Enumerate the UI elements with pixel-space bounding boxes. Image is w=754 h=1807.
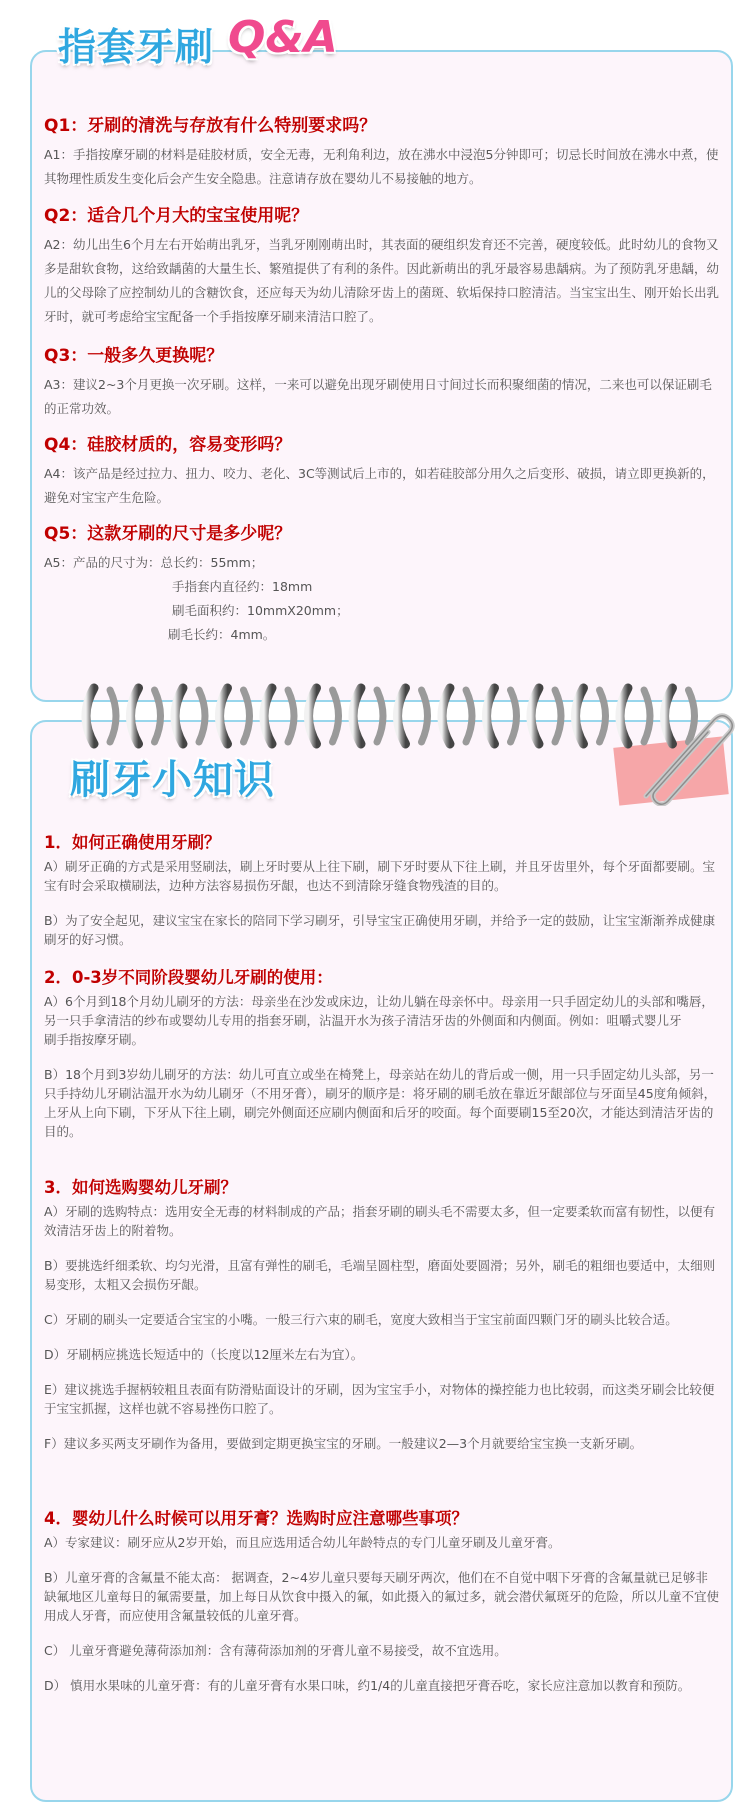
binder-rings (80, 680, 700, 752)
knowledge-para: E）建议挑选手握柄较粗且表面有防滑贴面设计的牙刷，因为宝宝手小，对物体的操控能力也比较弱，而这类牙刷会比较便于宝宝抓握，这样也就不容易挫伤口腔了。 (44, 1382, 715, 1416)
binder-ring-back (377, 690, 383, 742)
knowledge-para: D）牙刷柄应挑选长短适中的（长度以12厘米左右为宜）。 (44, 1347, 364, 1362)
question: Q3：一般多久更换呢？ (44, 346, 224, 366)
qa-item-5 (44, 523, 720, 647)
knowledge-item-1 (44, 832, 720, 949)
question: Q2：适合几个月大的宝宝使用呢？ (44, 206, 309, 226)
question: Q4：硅胶材质的，容易变形吗？ (44, 435, 292, 455)
binder-ring (309, 688, 317, 744)
knowledge-heading: 3．如何选购婴幼儿牙刷？ (44, 1178, 237, 1197)
knowledge-para: A）6个月到18个月幼儿刷牙的方法：母亲坐在沙发或床边，让幼儿躺在母亲怀中。母亲用一只手固定幼儿的头部和嘴唇，另一只手拿清洁的纱布或婴幼儿专用的指套牙刷，沾温开水为孩子清洁牙齿的外侧面和内侧面。例如：咀嚼式婴儿牙 刷手指按摩牙刷。 (44, 994, 714, 1047)
knowledge-item-2 (44, 967, 720, 1141)
paperclip-icon (626, 706, 736, 806)
binder-ring-back (466, 690, 472, 742)
binder-ring (353, 688, 361, 744)
binder-ring-back (600, 690, 606, 742)
question: Q1：牙刷的清洗与存放有什么特别要求吗？ (44, 116, 377, 136)
answer-line: 刷毛长约：4mm。 (168, 627, 276, 642)
knowledge-para: B）要挑选纤细柔软、均匀光滑，且富有弹性的刷毛，毛端呈圆柱型，磨面处要圆滑；另外，刷毛的粗细也要适中，太细则易变形，太粗又会损伤牙龈。 (44, 1258, 716, 1292)
answer-line: A5：产品的尺寸为：总长约：55mm； (44, 555, 264, 570)
binder-ring (220, 688, 228, 744)
knowledge-para: B）18个月到3岁幼儿刷牙的方法：幼儿可直立或坐在椅凳上，母亲站在幼儿的背后或一侧，用一只手固定幼儿头部，另一只手持幼儿牙刷沾温开水为幼儿刷牙（不用牙膏），刷牙的顺序是：将牙刷的刷毛放在靠近牙龈部位与牙面呈45度角倾斜，上牙从上向下刷，下牙从下往上刷，刷完外侧面还应刷内侧面和后牙的咬面。每个面要刷15至20次，才能达到清洁牙齿的目的。 (44, 1067, 717, 1139)
binder-ring-back (244, 690, 250, 742)
answer-list (44, 551, 720, 647)
knowledge-para: B）儿童牙膏的含氟量不能太高： 据调查，2~4岁儿童只要每天刷牙两次，他们在不自觉中咽下牙膏的含氟量就已足够非缺氟地区儿童每日的氟需要量，加上每日从饮食中摄入的氟，如此摄入的氟过多，就会潜伏氟斑牙的危险，所以儿童不宜使用成人牙膏，而应使用含氟量较低的儿童牙膏。 (44, 1570, 720, 1623)
answer: A4：该产品是经过拉力、扭力、咬力、老化、3C等测试后上市的，如若硅胶部分用久之后变形、破损，请立即更换新的，避免对宝宝产生危险。 (44, 466, 715, 505)
knowledge-para: A）牙刷的选购特点：选用安全无毒的材料制成的产品；指套牙刷的刷头毛不需要太多，但一定要柔软而富有韧性，以便有效清洁牙齿上的附着物。 (44, 1204, 716, 1238)
answer: A2：幼儿出生6个月左右开始萌出乳牙，当乳牙刚刚萌出时，其表面的硬组织发育还不完善，硬度较低。此时幼儿的食物又多是甜软食物，这给致龋菌的大量生长、繁殖提供了有利的条件。因此新萌出的乳牙最容易患龋病。为了预防乳牙患龋，幼儿的父母除了应控制幼儿的含糖饮食，还应每天为幼儿清除牙齿上的菌斑、软垢保持口腔清洁。当宝宝出生、刚开始长出乳牙时，就可考虑给宝宝配备一个手指按摩牙刷来清洁口腔了。 (44, 237, 720, 324)
binder-ring (264, 688, 272, 744)
qa-title-en: Q&A (228, 12, 338, 63)
binder-ring-back (110, 690, 116, 742)
answer: A1：手指按摩牙刷的材料是硅胶材质，安全无毒，无利角利边，放在沸水中浸泡5分钟即可；切忌长时间放在沸水中煮，使其物理性质发生变化后会产生安全隐患。注意请存放在婴幼儿不易接触的地方。 (44, 147, 719, 186)
question: Q5：这款牙刷的尺寸是多少呢？ (44, 524, 292, 544)
knowledge-heading: 1．如何正确使用牙刷？ (44, 833, 221, 852)
knowledge-item-4 (44, 1508, 720, 1695)
binder-ring-back (333, 690, 339, 742)
binder-ring (576, 688, 584, 744)
binder-ring (487, 688, 495, 744)
binder-ring-back (511, 690, 517, 742)
answer-line: 手指套内直径约：18mm (172, 579, 313, 594)
knowledge-para: F）建议多买两支牙刷作为备用，要做到定期更换宝宝的牙刷。一般建议2—3个月就要给宝宝换一支新牙刷。 (44, 1436, 643, 1451)
binder-ring-back (199, 690, 205, 742)
qa-title-cn: 指套牙刷 (58, 25, 215, 69)
binder-ring (398, 688, 406, 744)
qa-item-4 (44, 434, 720, 510)
binder-ring (131, 688, 139, 744)
knowledge-title: 刷牙小知识 (70, 757, 275, 803)
knowledge-heading: 2．0-3岁不同阶段婴幼儿牙刷的使用： (44, 968, 333, 987)
binder-ring (86, 688, 94, 744)
binder-ring (442, 688, 450, 744)
qa-item-1 (44, 115, 720, 191)
binder-ring-back (555, 690, 561, 742)
knowledge-para: C）牙刷的刷头一定要适合宝宝的小嘴。一般三行六束的刷毛，宽度大致相当于宝宝前面四颗门牙的刷头比较合适。 (44, 1312, 678, 1327)
knowledge-para: D） 慎用水果味的儿童牙膏：有的儿童牙膏有水果口味，约1/4的儿童直接把牙膏吞吃，家长应注意加以教育和预防。 (44, 1678, 691, 1693)
binder-ring (175, 688, 183, 744)
knowledge-heading: 4．婴幼儿什么时候可以用牙膏？选购时应注意哪些事项？ (44, 1509, 468, 1528)
knowledge-item-3 (44, 1177, 720, 1453)
binder-ring (531, 688, 539, 744)
knowledge-para: A）专家建议：刷牙应从2岁开始，而且应选用适合幼儿年龄特点的专门儿童牙刷及儿童牙膏。 (44, 1535, 561, 1550)
knowledge-para: A）刷牙正确的方式是采用竖刷法，刷上牙时要从上往下刷，刷下牙时要从下往上刷，并且牙齿里外，每个牙面都要刷。宝宝有时会采取横刷法，边种方法容易损伤牙龈，也达不到清除牙缝食物残渣的目的。 (44, 859, 716, 893)
qa-item-3 (44, 345, 720, 421)
knowledge-para: C） 儿童牙膏避免薄荷添加剂：含有薄荷添加剂的牙膏儿童不易接受，故不宜选用。 (44, 1643, 507, 1658)
binder-ring-back (288, 690, 294, 742)
binder-ring-back (422, 690, 428, 742)
knowledge-para: B）为了安全起见，建议宝宝在家长的陪同下学习刷牙，引导宝宝正确使用牙刷，并给予一定的鼓励，让宝宝渐渐养成健康刷牙的好习惯。 (44, 913, 716, 947)
binder-ring-back (155, 690, 161, 742)
qa-item-2 (44, 205, 720, 329)
answer-line: 刷毛面积约：10mmX20mm； (172, 603, 349, 618)
answer: A3：建议2~3个月更换一次牙刷。这样，一来可以避免出现牙刷使用日寸间过长而积聚细菌的情况，二来也可以保证刷毛的正常功效。 (44, 377, 712, 416)
